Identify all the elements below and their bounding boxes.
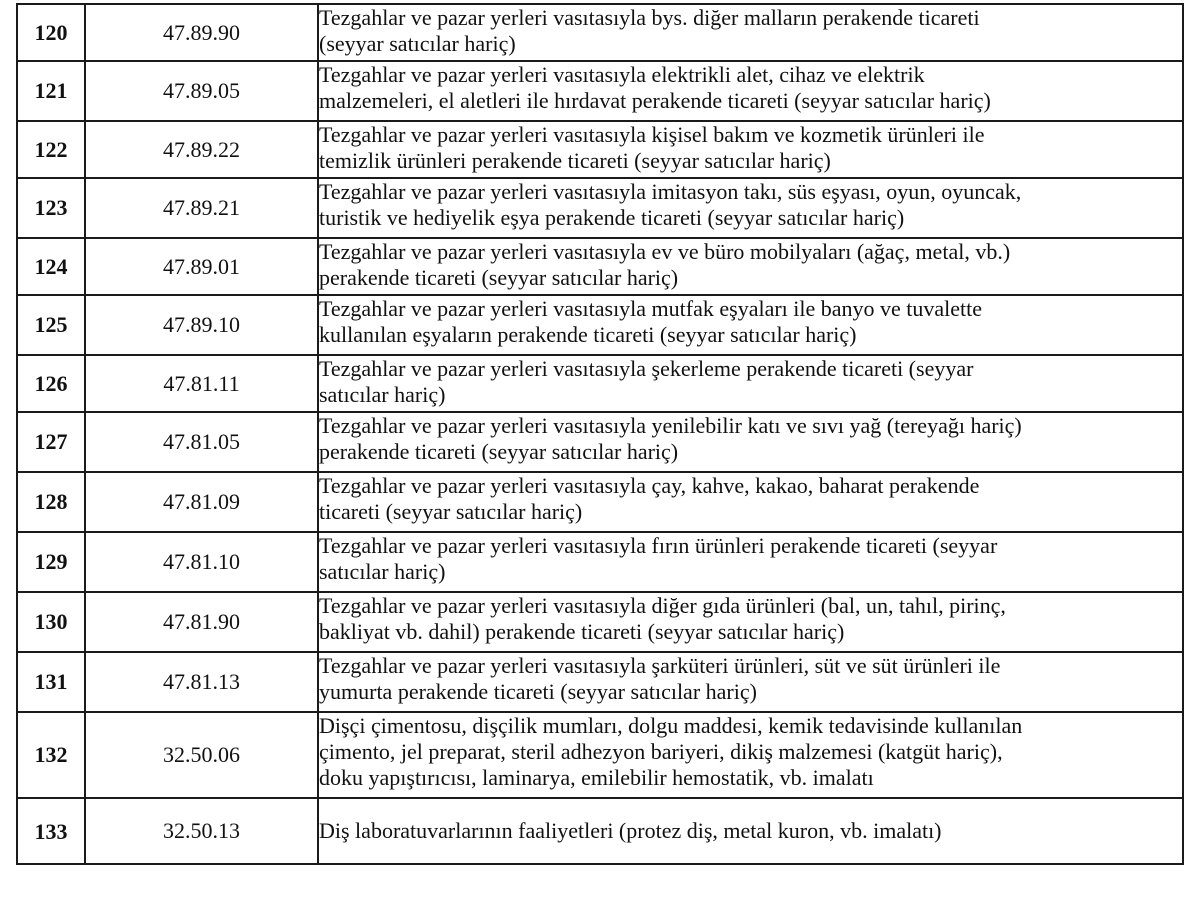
activity-code: 47.81.13 bbox=[85, 652, 318, 712]
description-line: yumurta perakende ticareti (seyyar satıcılar hariç) bbox=[319, 679, 757, 704]
activity-code: 32.50.13 bbox=[85, 798, 318, 864]
row-number: 132 bbox=[17, 712, 85, 798]
description-line: Tezgahlar ve pazar yerleri vasıtasıyla çay, kahve, kakao, baharat perakende bbox=[319, 473, 980, 498]
row-number: 125 bbox=[17, 295, 85, 355]
activity-code: 47.81.05 bbox=[85, 412, 318, 472]
activity-code: 47.89.21 bbox=[85, 178, 318, 238]
activity-description bbox=[318, 295, 1183, 355]
description-line: Tezgahlar ve pazar yerleri vasıtasıyla diğer gıda ürünleri (bal, un, tahıl, pirinç, bbox=[319, 593, 1006, 618]
row-number: 122 bbox=[17, 121, 85, 178]
table-row bbox=[17, 472, 1183, 532]
description-line: temizlik ürünleri perakende ticareti (seyyar satıcılar hariç) bbox=[319, 148, 831, 173]
row-number: 123 bbox=[17, 178, 85, 238]
description-line: Tezgahlar ve pazar yerleri vasıtasıyla kişisel bakım ve kozmetik ürünleri ile bbox=[319, 122, 985, 147]
activity-description bbox=[318, 798, 1183, 864]
row-number: 129 bbox=[17, 532, 85, 592]
description-line: ticareti (seyyar satıcılar hariç) bbox=[319, 499, 583, 524]
activity-code: 47.89.10 bbox=[85, 295, 318, 355]
activity-description bbox=[318, 178, 1183, 238]
description-line: bakliyat vb. dahil) perakende ticareti (seyyar satıcılar hariç) bbox=[319, 619, 845, 644]
activity-code: 47.89.90 bbox=[85, 4, 318, 61]
table-row bbox=[17, 121, 1183, 178]
description-line: Dişçi çimentosu, dişçilik mumları, dolgu maddesi, kemik tedavisinde kullanılan bbox=[319, 713, 1023, 738]
activity-code: 47.81.90 bbox=[85, 592, 318, 652]
activity-description bbox=[318, 532, 1183, 592]
activity-description bbox=[318, 61, 1183, 121]
activity-description bbox=[318, 472, 1183, 532]
activity-description bbox=[318, 4, 1183, 61]
activity-description bbox=[318, 652, 1183, 712]
table-row bbox=[17, 532, 1183, 592]
table-row bbox=[17, 798, 1183, 864]
activity-code: 32.50.06 bbox=[85, 712, 318, 798]
row-number: 127 bbox=[17, 412, 85, 472]
table-row bbox=[17, 712, 1183, 798]
row-number: 128 bbox=[17, 472, 85, 532]
description-line: perakende ticareti (seyyar satıcılar hariç) bbox=[319, 439, 679, 464]
row-number: 133 bbox=[17, 798, 85, 864]
table-row bbox=[17, 238, 1183, 295]
description-line: Tezgahlar ve pazar yerleri vasıtasıyla şekerleme perakende ticareti (seyyar bbox=[319, 356, 974, 381]
row-number: 121 bbox=[17, 61, 85, 121]
row-number: 126 bbox=[17, 355, 85, 412]
table-row bbox=[17, 61, 1183, 121]
table-row bbox=[17, 4, 1183, 61]
activity-code: 47.81.11 bbox=[85, 355, 318, 412]
activity-description bbox=[318, 412, 1183, 472]
activity-code: 47.89.22 bbox=[85, 121, 318, 178]
description-line: Tezgahlar ve pazar yerleri vasıtasıyla mutfak eşyaları ile banyo ve tuvalette bbox=[319, 296, 983, 321]
activity-code: 47.81.09 bbox=[85, 472, 318, 532]
row-number: 131 bbox=[17, 652, 85, 712]
activity-description bbox=[318, 121, 1183, 178]
description-line: satıcılar hariç) bbox=[319, 382, 446, 407]
description-line: turistik ve hediyelik eşya perakende ticareti (seyyar satıcılar hariç) bbox=[319, 205, 905, 230]
activity-code: 47.81.10 bbox=[85, 532, 318, 592]
activity-description bbox=[318, 355, 1183, 412]
activity-description bbox=[318, 592, 1183, 652]
description-line: (seyyar satıcılar hariç) bbox=[319, 31, 516, 56]
activity-code: 47.89.05 bbox=[85, 61, 318, 121]
description-line: Tezgahlar ve pazar yerleri vasıtasıyla elektrikli alet, cihaz ve elektrik bbox=[319, 62, 925, 87]
table-row bbox=[17, 178, 1183, 238]
activity-code: 47.89.01 bbox=[85, 238, 318, 295]
row-number: 120 bbox=[17, 4, 85, 61]
description-line: Tezgahlar ve pazar yerleri vasıtasıyla ev ve büro mobilyaları (ağaç, metal, vb.) bbox=[319, 239, 1011, 264]
table-row bbox=[17, 592, 1183, 652]
description-line: satıcılar hariç) bbox=[319, 559, 446, 584]
row-number: 130 bbox=[17, 592, 85, 652]
description-line: çimento, jel preparat, steril adhezyon bariyeri, dikiş malzemesi (katgüt hariç), bbox=[319, 739, 1003, 764]
description-line: perakende ticareti (seyyar satıcılar hariç) bbox=[319, 265, 679, 290]
activity-description bbox=[318, 712, 1183, 798]
description-line: kullanılan eşyaların perakende ticareti (seyyar satıcılar hariç) bbox=[319, 322, 857, 347]
table-row bbox=[17, 652, 1183, 712]
table-row bbox=[17, 295, 1183, 355]
table-row bbox=[17, 412, 1183, 472]
table-row bbox=[17, 355, 1183, 412]
description-line: Tezgahlar ve pazar yerleri vasıtasıyla şarküteri ürünleri, süt ve süt ürünleri ile bbox=[319, 653, 1001, 678]
row-number: 124 bbox=[17, 238, 85, 295]
description-line: doku yapıştırıcısı, laminarya, emilebilir hemostatik, vb. imalatı bbox=[319, 765, 874, 790]
description-line: Tezgahlar ve pazar yerleri vasıtasıyla bys. diğer malların perakende ticareti bbox=[319, 5, 980, 30]
activity-code-table bbox=[16, 3, 1184, 865]
activity-description bbox=[318, 238, 1183, 295]
description-line: Diş laboratuvarlarının faaliyetleri (protez diş, metal kuron, vb. imalatı) bbox=[319, 818, 942, 843]
description-line: Tezgahlar ve pazar yerleri vasıtasıyla yenilebilir katı ve sıvı yağ (tereyağı hariç) bbox=[319, 413, 1022, 438]
description-line: Tezgahlar ve pazar yerleri vasıtasıyla imitasyon takı, süs eşyası, oyun, oyuncak, bbox=[319, 179, 1022, 204]
description-line: Tezgahlar ve pazar yerleri vasıtasıyla fırın ürünleri perakende ticareti (seyyar bbox=[319, 533, 998, 558]
description-line: malzemeleri, el aletleri ile hırdavat perakende ticareti (seyyar satıcılar hariç) bbox=[319, 88, 991, 113]
